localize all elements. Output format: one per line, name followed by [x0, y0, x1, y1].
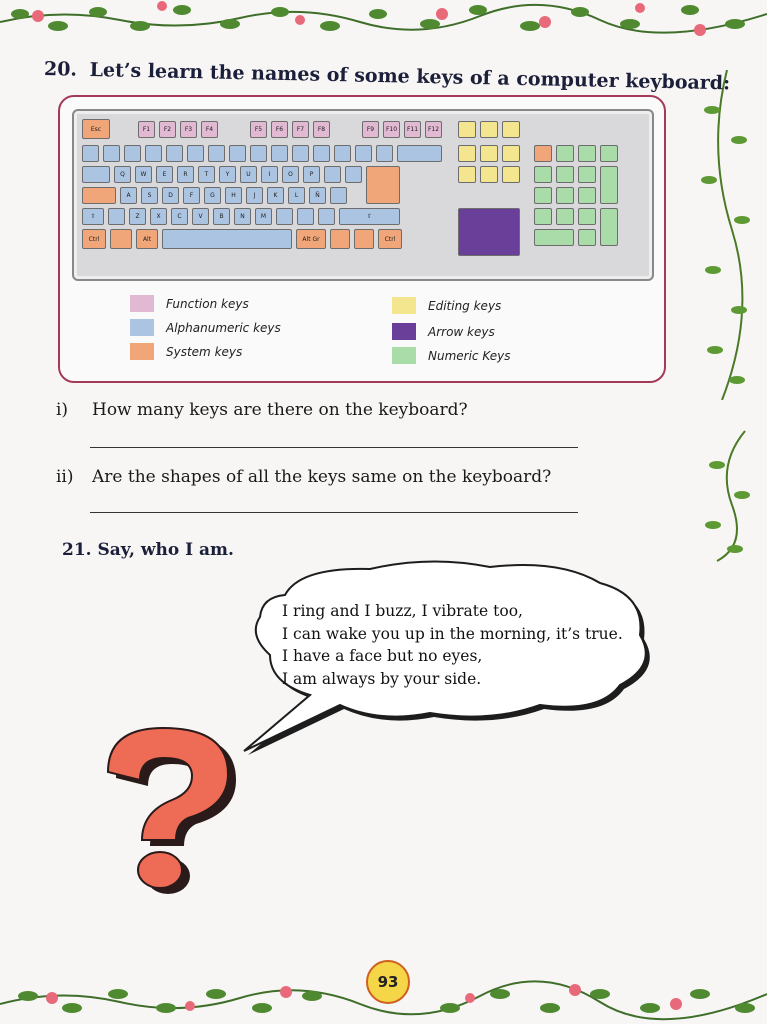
- key-editing: [502, 166, 520, 183]
- key-f11: F11: [404, 121, 421, 138]
- question-number: i): [56, 400, 69, 420]
- key-letter: H: [225, 187, 242, 204]
- riddle-line: I can wake you up in the morning, it’s true.: [282, 624, 623, 643]
- key-editing: [458, 145, 476, 162]
- key-alnum: [324, 166, 341, 183]
- key-alnum: [376, 145, 393, 162]
- question-text: How many keys are there on the keyboard?: [92, 400, 468, 420]
- key-letter: U: [240, 166, 257, 183]
- key-esc: Esc: [82, 119, 110, 139]
- question-20-title: [44, 58, 731, 94]
- legend-label: Alphanumeric keys: [166, 320, 281, 335]
- key-letter: T: [198, 166, 215, 183]
- answer-line-i[interactable]: [90, 447, 578, 448]
- key-f10: F10: [383, 121, 400, 138]
- key-letter: S: [141, 187, 158, 204]
- legend-label: Editing keys: [428, 298, 502, 313]
- key-numeric-zero: [534, 229, 574, 246]
- question-number: ii): [56, 467, 74, 487]
- key-letter: O: [282, 166, 299, 183]
- key-letter: Ñ: [309, 187, 326, 204]
- riddle-line: I ring and I buzz, I vibrate too,: [282, 602, 523, 620]
- key-letter: W: [135, 166, 152, 183]
- key-letter: F: [183, 187, 200, 204]
- key-editing: [480, 166, 498, 183]
- legend-label: Arrow keys: [428, 324, 495, 339]
- key-alnum: [187, 145, 204, 162]
- key-letter: Y: [219, 166, 236, 183]
- legend-label: System keys: [166, 344, 243, 359]
- key-alnum: [208, 145, 225, 162]
- legend-swatch: [130, 295, 154, 312]
- question-i: [56, 400, 468, 420]
- key-f5: F5: [250, 121, 267, 138]
- legend-function-keys: [130, 295, 249, 312]
- key-f6: F6: [271, 121, 288, 138]
- key-ctrl-right: Ctrl: [378, 229, 402, 249]
- key-letter: G: [204, 187, 221, 204]
- key-editing: [458, 166, 476, 183]
- legend-label: Numeric Keys: [428, 348, 511, 363]
- key-editing: [502, 145, 520, 162]
- key-alnum: [292, 145, 309, 162]
- key-numeric: [534, 187, 552, 204]
- key-f7: F7: [292, 121, 309, 138]
- key-alnum: [145, 145, 162, 162]
- key-alnum: [318, 208, 335, 225]
- key-caps-lock: [82, 187, 116, 204]
- riddle-text: [282, 600, 623, 690]
- question-ii: [56, 467, 551, 487]
- key-alnum: [313, 145, 330, 162]
- key-tab: [82, 166, 110, 183]
- key-letter: N: [234, 208, 251, 225]
- key-enter: [366, 166, 400, 204]
- key-f3: F3: [180, 121, 197, 138]
- key-alnum: [166, 145, 183, 162]
- key-alnum: [108, 208, 125, 225]
- key-numeric: [556, 187, 574, 204]
- key-alnum: [271, 145, 288, 162]
- key-letter: J: [246, 187, 263, 204]
- key-numeric: [534, 166, 552, 183]
- key-numeric: [556, 145, 574, 162]
- riddle-line: I have a face but no eyes,: [282, 647, 483, 665]
- legend-label: Function keys: [166, 296, 249, 311]
- key-alnum: [297, 208, 314, 225]
- key-alnum: [229, 145, 246, 162]
- key-letter: D: [162, 187, 179, 204]
- key-alnum: [355, 145, 372, 162]
- floral-border-top: [0, 0, 767, 46]
- key-num-lock: [534, 145, 552, 162]
- key-alnum: [103, 145, 120, 162]
- legend-swatch: [130, 343, 154, 360]
- legend-arrow-keys: [392, 323, 495, 340]
- key-alnum: [345, 166, 362, 183]
- key-numeric: [578, 208, 596, 225]
- key-numeric: [534, 208, 552, 225]
- key-shift-right: ⇧: [339, 208, 400, 225]
- key-letter: A: [120, 187, 137, 204]
- key-editing: [480, 145, 498, 162]
- legend-system-keys: [130, 343, 242, 360]
- key-letter: B: [213, 208, 230, 225]
- key-f4: F4: [201, 121, 218, 138]
- question-20-text: Let’s learn the names of some keys of a computer keyboard:: [89, 58, 731, 95]
- key-windows: [330, 229, 350, 249]
- vine-decoration-right-bottom: [687, 425, 767, 565]
- legend-alphanumeric-keys: [130, 319, 281, 336]
- key-numeric: [578, 166, 596, 183]
- riddle-line: I am always by your side.: [282, 669, 482, 688]
- key-numeric-enter: [600, 208, 618, 246]
- key-alnum: [82, 145, 99, 162]
- key-letter: I: [261, 166, 278, 183]
- key-letter: M: [255, 208, 272, 225]
- key-letter: P: [303, 166, 320, 183]
- key-numeric: [578, 145, 596, 162]
- question-20-number: 20.: [43, 58, 78, 81]
- question-text: Are the shapes of all the keys same on the keyboard?: [92, 467, 552, 487]
- key-letter: Z: [129, 208, 146, 225]
- key-f9: F9: [362, 121, 379, 138]
- key-letter: C: [171, 208, 188, 225]
- key-alnum: [276, 208, 293, 225]
- legend-swatch: [130, 319, 154, 336]
- answer-line-ii[interactable]: [90, 512, 578, 513]
- key-letter: Q: [114, 166, 131, 183]
- key-f2: F2: [159, 121, 176, 138]
- question-mark-icon: [88, 722, 258, 902]
- key-letter: X: [150, 208, 167, 225]
- key-alt-gr: Alt Gr: [296, 229, 326, 249]
- key-alnum: [124, 145, 141, 162]
- keyboard-panel: [58, 95, 666, 383]
- key-numeric: [578, 229, 596, 246]
- key-shift-left: ⇧: [82, 208, 104, 225]
- key-backspace: [397, 145, 442, 162]
- key-numeric-plus: [600, 166, 618, 204]
- key-f1: F1: [138, 121, 155, 138]
- key-space: [162, 229, 292, 249]
- key-alt: Alt: [136, 229, 158, 249]
- vine-decoration-right-top: [687, 70, 767, 400]
- key-numeric: [556, 208, 574, 225]
- key-numeric: [578, 187, 596, 204]
- legend-swatch: [392, 297, 416, 314]
- key-letter: V: [192, 208, 209, 225]
- legend-swatch: [392, 347, 416, 364]
- key-alnum: [250, 145, 267, 162]
- key-numeric: [600, 145, 618, 162]
- key-letter: K: [267, 187, 284, 204]
- question-21-title: 21. Say, who I am.: [62, 540, 234, 560]
- key-numeric: [556, 166, 574, 183]
- legend-swatch: [392, 323, 416, 340]
- key-editing: [480, 121, 498, 138]
- key-letter: R: [177, 166, 194, 183]
- key-menu: [354, 229, 374, 249]
- key-f8: F8: [313, 121, 330, 138]
- keyboard-illustration: [72, 109, 654, 281]
- key-editing: [502, 121, 520, 138]
- key-letter: E: [156, 166, 173, 183]
- key-alnum: [334, 145, 351, 162]
- legend-numeric-keys: [392, 347, 511, 364]
- key-alnum: [330, 187, 347, 204]
- key-editing: [458, 121, 476, 138]
- key-windows: [110, 229, 132, 249]
- legend-editing-keys: [392, 297, 501, 314]
- key-ctrl-left: Ctrl: [82, 229, 106, 249]
- key-f12: F12: [425, 121, 442, 138]
- page-number: 93: [366, 960, 410, 1004]
- arrow-keys-block: [458, 208, 520, 256]
- key-letter: L: [288, 187, 305, 204]
